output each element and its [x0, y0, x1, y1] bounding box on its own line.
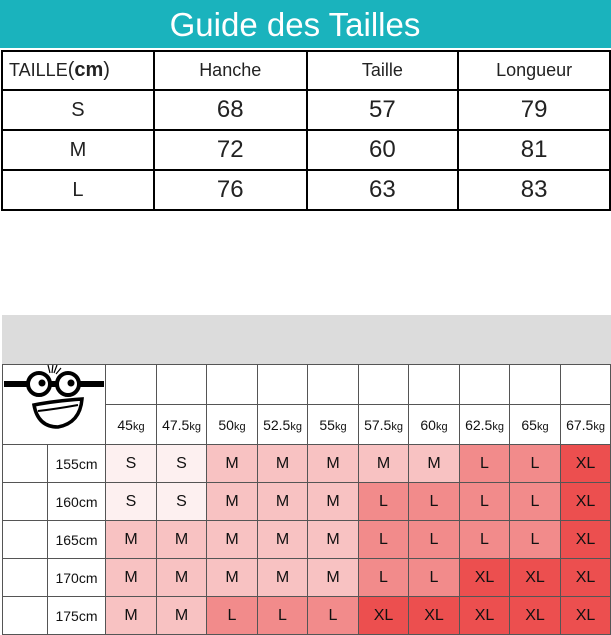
size-recommendation-cell: M	[157, 597, 207, 635]
size-recommendation-cell: XL	[561, 483, 611, 521]
weight-unit: kg	[435, 420, 448, 433]
table-row	[2, 170, 610, 210]
size-recommendation-cell: M	[157, 521, 207, 559]
size-cell: L	[2, 170, 154, 210]
size-recommendation-cell: XL	[561, 445, 611, 483]
hanche-cell: 68	[154, 90, 307, 130]
header-unit-open: (	[67, 59, 75, 81]
size-recommendation-cell: XL	[359, 597, 409, 635]
weight-unit: kg	[132, 420, 145, 433]
weight-unit: kg	[290, 420, 302, 433]
weight-header-cell	[359, 405, 409, 445]
size-recommendation-cell: L	[409, 483, 460, 521]
taille-cell: 57	[307, 90, 459, 130]
size-recommendation-cell: S	[157, 445, 207, 483]
size-recommendation-cell: M	[359, 445, 409, 483]
size-recommendation-cell: L	[359, 521, 409, 559]
height-cell: 175cm	[48, 597, 106, 635]
size-recommendation-cell: M	[207, 445, 258, 483]
weight-header-cell	[409, 405, 460, 445]
size-recommendation-cell: L	[510, 445, 561, 483]
table-row	[3, 445, 611, 483]
weight-value: 62.5	[465, 416, 493, 433]
row-spacer-cell	[3, 445, 48, 483]
weight-unit: kg	[492, 420, 504, 433]
table-row	[2, 90, 610, 130]
size-recommendation-cell: M	[157, 559, 207, 597]
size-recommendation-cell: M	[258, 445, 308, 483]
size-recommendation-cell: M	[207, 559, 258, 597]
size-recommendation-cell: L	[460, 445, 510, 483]
weight-value: 50	[218, 416, 234, 433]
size-recommendation-cell: M	[207, 483, 258, 521]
weight-header-cell	[207, 405, 258, 445]
row-spacer-cell	[3, 559, 48, 597]
table-row	[3, 521, 611, 559]
blank-row	[3, 365, 611, 405]
size-recommendation-cell: L	[409, 559, 460, 597]
weight-unit: kg	[593, 420, 605, 433]
size-measure-table	[1, 50, 611, 211]
size-recommendation-cell: M	[409, 445, 460, 483]
weight-header-cell	[561, 405, 611, 445]
size-recommendation-cell: L	[359, 559, 409, 597]
header-unit: cm	[74, 59, 104, 81]
size-recommendation-cell: M	[258, 559, 308, 597]
header-hanche: Hanche	[154, 51, 307, 90]
size-recommendation-cell: S	[106, 483, 157, 521]
weight-value: 47.5	[162, 416, 190, 433]
header-longueur: Longueur	[458, 51, 610, 90]
weight-header-cell	[157, 405, 207, 445]
hanche-cell: 72	[154, 130, 307, 170]
size-recommendation-cell: L	[510, 521, 561, 559]
weight-value: 60	[420, 416, 436, 433]
size-recommendation-cell: L	[409, 521, 460, 559]
table-row	[3, 559, 611, 597]
size-recommendation-cell: XL	[510, 597, 561, 635]
weight-value: 67.5	[566, 416, 594, 433]
size-recommendation-cell: M	[308, 483, 359, 521]
size-recommendation-cell: L	[359, 483, 409, 521]
weight-header-cell	[510, 405, 561, 445]
mascot-cell	[3, 365, 106, 445]
size-recommendation-cell: XL	[460, 597, 510, 635]
size-recommendation-cell: M	[106, 597, 157, 635]
header-taille-label: TAILLE	[9, 60, 68, 80]
size-recommendation-cell: M	[308, 445, 359, 483]
size-recommendation-cell: M	[258, 483, 308, 521]
weight-value: 57.5	[364, 416, 392, 433]
size-recommendation-cell: XL	[510, 559, 561, 597]
height-cell: 160cm	[48, 483, 106, 521]
height-weight-size-table	[2, 364, 611, 635]
size-recommendation-cell: L	[207, 597, 258, 635]
size-recommendation-cell: L	[460, 521, 510, 559]
height-cell: 170cm	[48, 559, 106, 597]
size-recommendation-cell: M	[308, 559, 359, 597]
row-spacer-cell	[3, 483, 48, 521]
weight-header-cell	[258, 405, 308, 445]
weight-unit: kg	[391, 420, 403, 433]
taille-cell: 63	[307, 170, 459, 210]
size-recommendation-cell: M	[106, 559, 157, 597]
header-unit-close: )	[103, 59, 110, 81]
weight-header-cell	[308, 405, 359, 445]
weight-unit: kg	[189, 420, 201, 433]
weight-value: 55	[319, 416, 335, 433]
weight-header-cell	[460, 405, 510, 445]
taille-cell: 60	[307, 130, 459, 170]
weight-unit: kg	[536, 420, 549, 433]
size-cell: M	[2, 130, 154, 170]
size-recommendation-cell: S	[106, 445, 157, 483]
size-recommendation-cell: XL	[561, 521, 611, 559]
table-row	[2, 130, 610, 170]
longueur-cell: 83	[458, 170, 610, 210]
mascot-face-icon	[4, 365, 104, 439]
size-recommendation-cell: M	[258, 521, 308, 559]
size-recommendation-cell: XL	[561, 597, 611, 635]
header-size	[2, 51, 154, 90]
height-cell: 155cm	[48, 445, 106, 483]
table-row	[3, 483, 611, 521]
size-cell: S	[2, 90, 154, 130]
size-recommendation-cell: M	[106, 521, 157, 559]
table-header-row	[2, 51, 610, 90]
hanche-cell: 76	[154, 170, 307, 210]
longueur-cell: 79	[458, 90, 610, 130]
size-recommendation-cell: M	[308, 521, 359, 559]
size-recommendation-cell: XL	[561, 559, 611, 597]
size-recommendation-cell: XL	[409, 597, 460, 635]
weight-value: 65	[521, 416, 537, 433]
size-recommendation-cell: L	[308, 597, 359, 635]
row-spacer-cell	[3, 521, 48, 559]
height-cell: 165cm	[48, 521, 106, 559]
size-recommendation-cell: L	[258, 597, 308, 635]
longueur-cell: 81	[458, 130, 610, 170]
size-recommendation-cell: XL	[460, 559, 510, 597]
weight-header-cell	[106, 405, 157, 445]
size-recommendation-cell: S	[157, 483, 207, 521]
header-waist: Taille	[307, 51, 459, 90]
size-recommendation-cell: M	[207, 521, 258, 559]
weight-value: 52.5	[263, 416, 291, 433]
size-recommendation-cell: L	[460, 483, 510, 521]
weight-unit: kg	[334, 420, 347, 433]
page-title: Guide des Tailles	[169, 6, 421, 43]
weight-unit: kg	[233, 420, 246, 433]
grey-band	[2, 315, 611, 365]
weight-value: 45	[117, 416, 133, 433]
size-recommendation-cell: L	[510, 483, 561, 521]
